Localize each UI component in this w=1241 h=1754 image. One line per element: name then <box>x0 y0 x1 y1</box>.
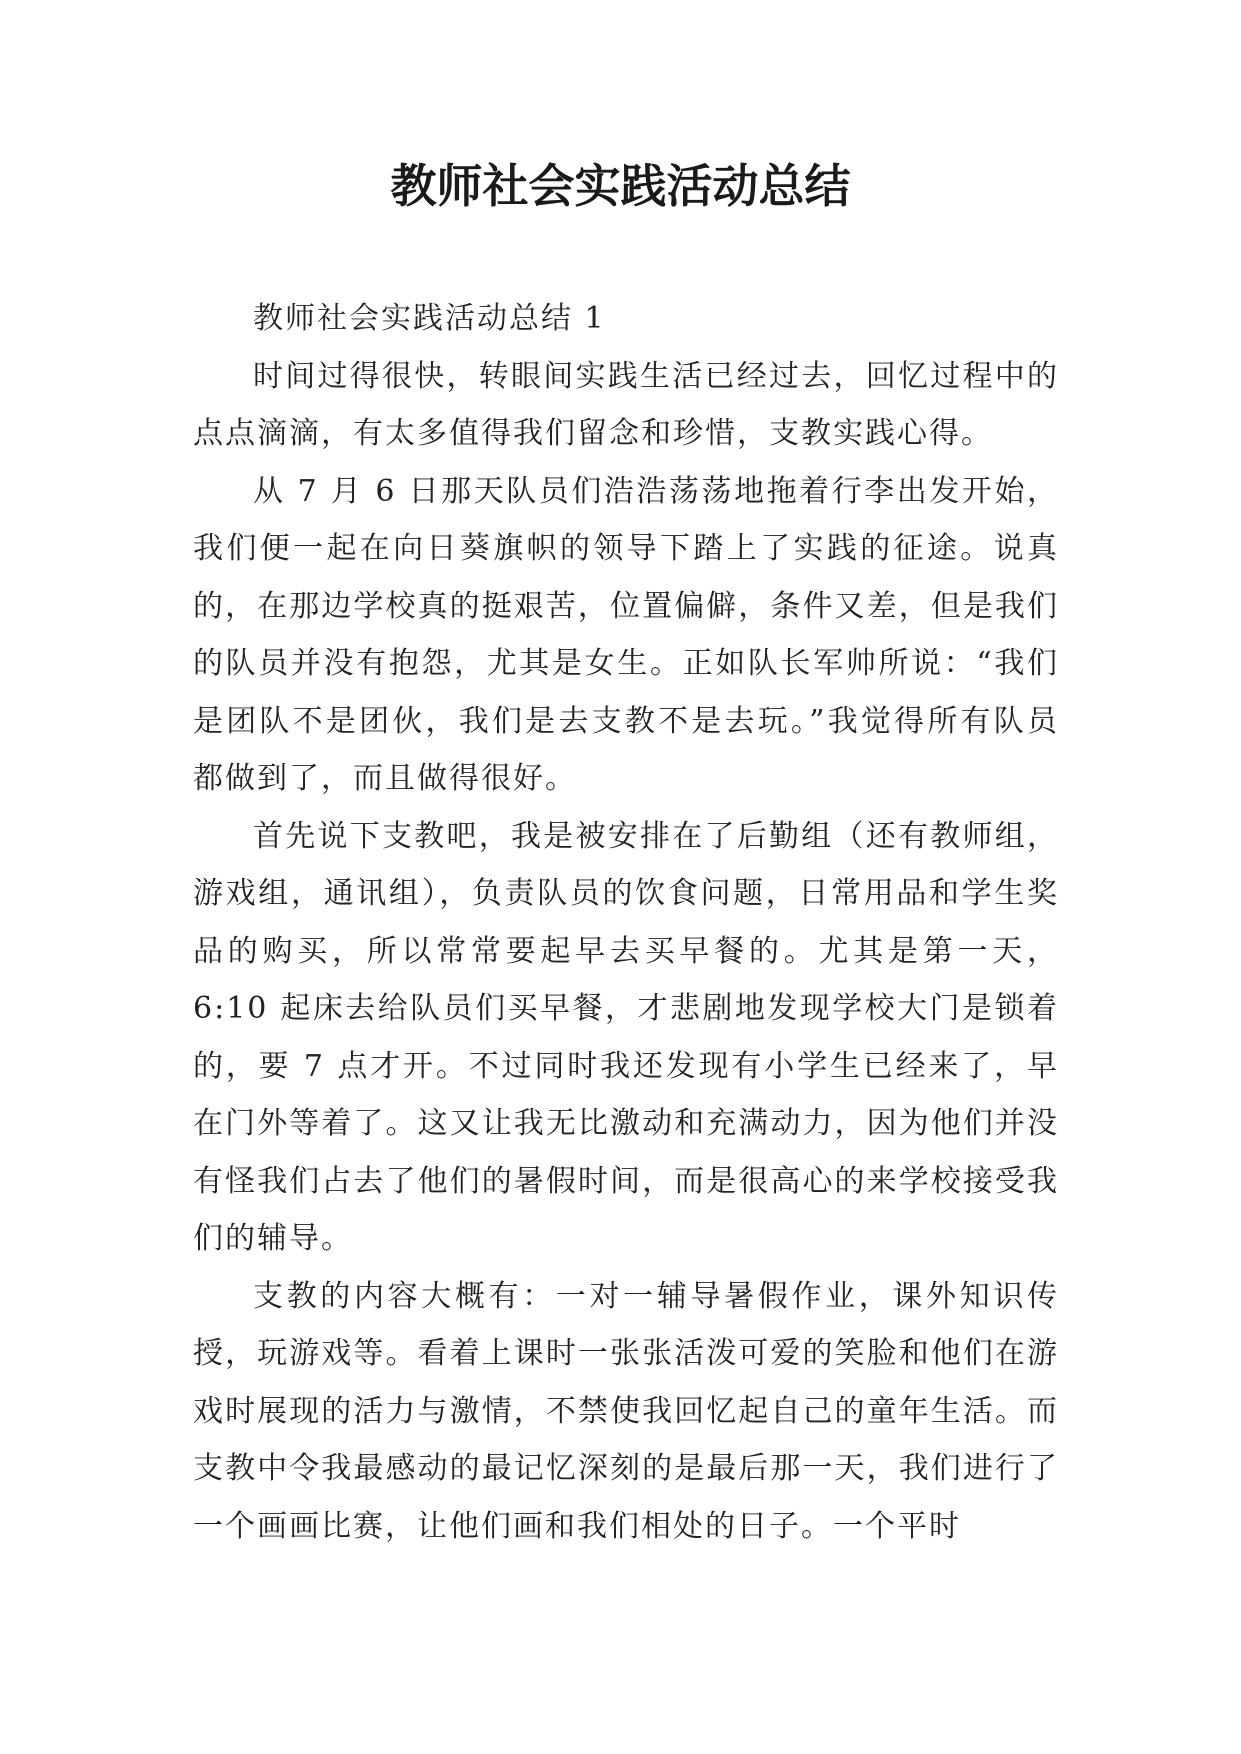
document-title: 教师社会实践活动总结 <box>390 159 851 213</box>
paragraph: 时间过得很快，转眼间实践生活已经过去，回忆过程中的点点滴滴，有太多值得我们留念和珍惜，支教实践心得。 <box>193 358 1059 451</box>
document-body <box>193 290 1059 1555</box>
paragraph: 首先说下支教吧，我是被安排在了后勤组（还有教师组，游戏组，通讯组），负责队员的饮食问题，日常用品和学生奖品的购买，所以常常要起早去买早餐的。尤其是第一天，6:10 起床去给队员们买早餐，才悲剧地发现学校大门是锁着的，要 7 点才开。不过同时我还发现有小学生已经来了，早在门外等着了。这又让我无比激动和充满动力，因为他们并没有怪我们占去了他们的暑假时间，而是很高心的来学校接受我们的辅导。 <box>193 818 1059 1256</box>
section-heading: 教师社会实践活动总结 1 <box>253 301 606 336</box>
paragraph: 从 7 月 6 日那天队员们浩浩荡荡地拖着行李出发开始，我们便一起在向日葵旗帜的领导下踏上了实践的征途。说真的，在那边学校真的挺艰苦，位置偏僻，条件又差，但是我们的队员并没有抱怨，尤其是女生。正如队长军帅所说：“我们是团队不是团伙，我们是去支教不是去玩。”我觉得所有队员都做到了，而且做得很好。 <box>193 473 1059 796</box>
paragraph: 支教的内容大概有：一对一辅导暑假作业，课外知识传授，玩游戏等。看着上课时一张张活泼可爱的笑脸和他们在游戏时展现的活力与激情，不禁使我回忆起自己的童年生活。而支教中令我最感动的最记忆深刻的是最后那一天，我们进行了一个画画比赛，让他们画和我们相处的日子。一个平时 <box>193 1278 1059 1544</box>
